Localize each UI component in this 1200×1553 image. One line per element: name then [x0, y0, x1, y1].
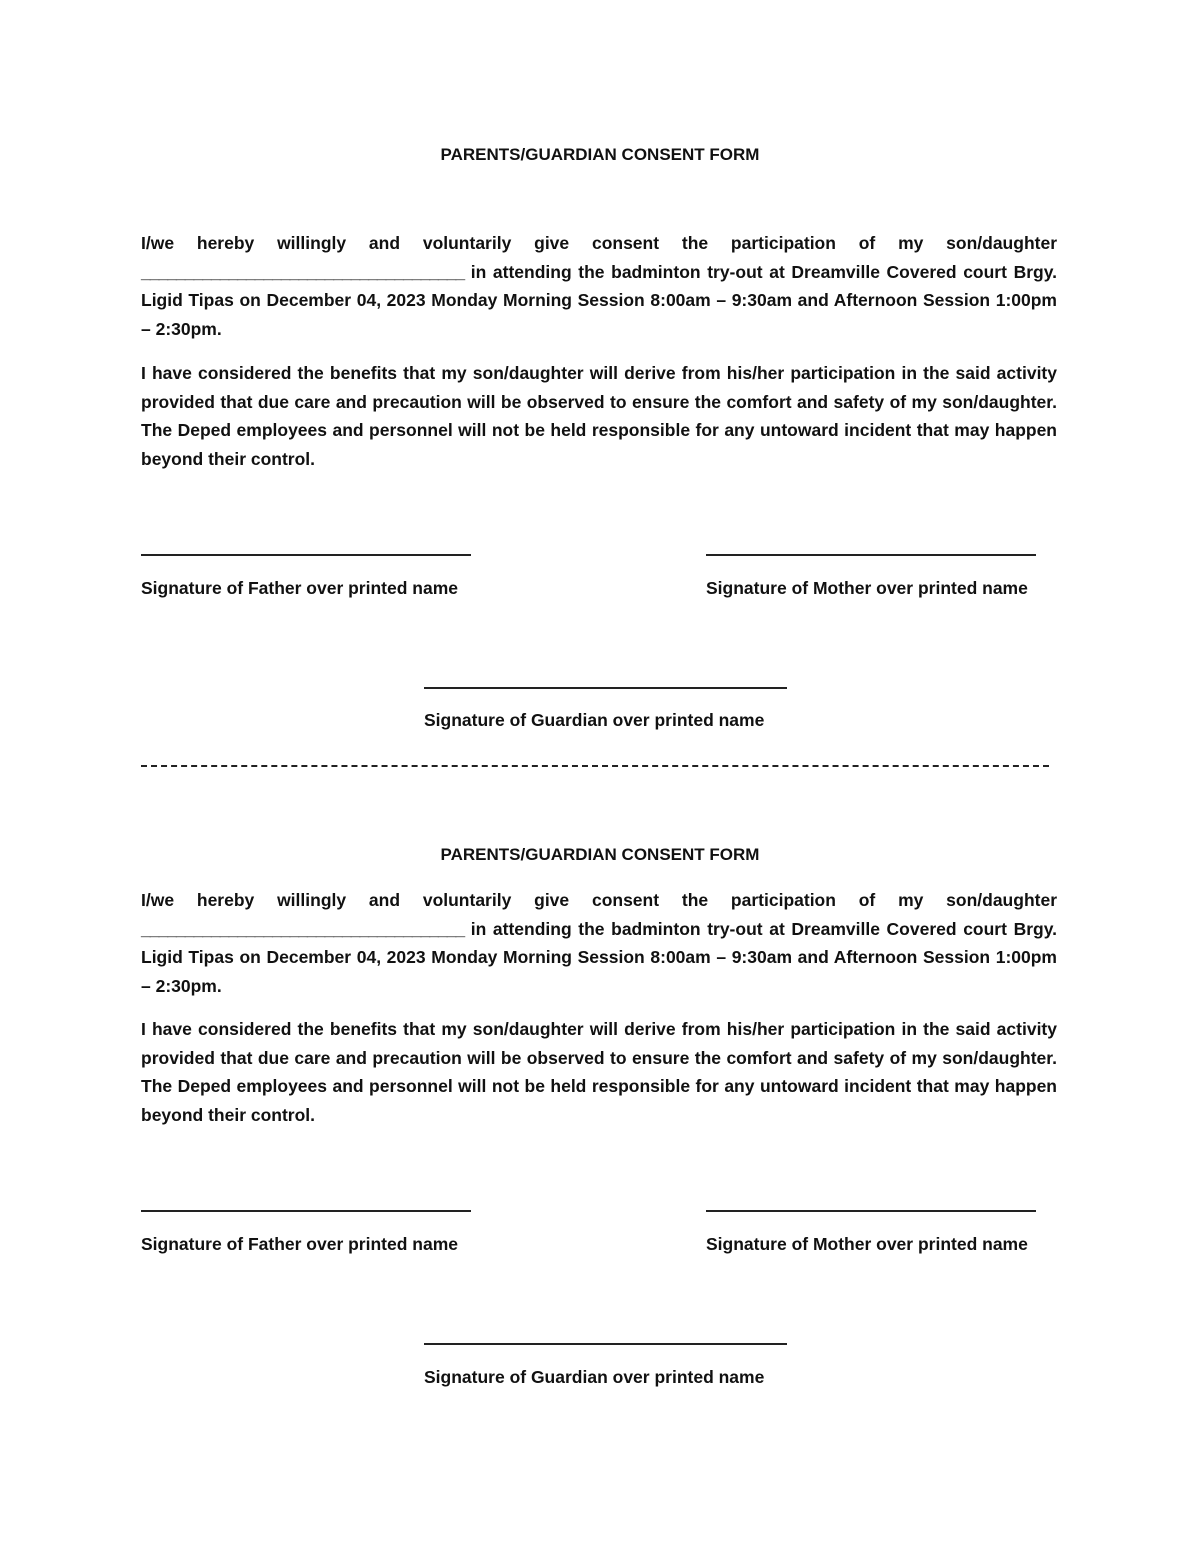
mother-signature-label: Signature of Mother over printed name: [706, 1234, 1028, 1254]
cut-line-divider: [141, 765, 1049, 767]
guardian-signature-label: Signature of Guardian over printed name: [424, 1367, 765, 1387]
mother-signature-line: [706, 554, 1036, 556]
consent-paragraph: [141, 229, 1057, 343]
father-signature-line: [141, 1210, 471, 1212]
guardian-signature-line: [424, 687, 787, 689]
form-title: PARENTS/GUARDIAN CONSENT FORM: [440, 145, 760, 164]
liability-paragraph: I have considered the benefits that my son/daughter will derive from his/her participation in the said activity provided that due care and precaution will be observed to ensure the comfort and safety of my son/daughter. The Deped employees and personnel will not be held responsible for any untoward incident that may happen beyond their control.: [141, 1019, 1057, 1125]
consent-paragraph: [141, 886, 1057, 1000]
mother-signature-label: Signature of Mother over printed name: [706, 578, 1028, 598]
guardian-signature-label: Signature of Guardian over printed name: [424, 710, 765, 730]
consent-intro-text: I/we hereby willingly and voluntarily give consent the participation of my son/daughter: [141, 890, 1057, 910]
father-signature-line: [141, 554, 471, 556]
guardian-signature-line: [424, 1343, 787, 1345]
consent-intro-text: I/we hereby willingly and voluntarily give consent the participation of my son/daughter: [141, 233, 1057, 253]
consent-details-text: in attending the badminton try-out at Dreamville Covered court Brgy. Ligid Tipas on December 04, 2023 Monday Morning Session 8:00am – 9:30am and Afternoon Session 1:00pm – 2:30pm.: [141, 918, 1057, 996]
child-name-blank: _____________________________________: [141, 918, 465, 939]
mother-signature-line: [706, 1210, 1036, 1212]
father-signature-label: Signature of Father over printed name: [141, 1234, 458, 1254]
child-name-blank: _____________________________________: [141, 261, 465, 282]
consent-details-text: in attending the badminton try-out at Dreamville Covered court Brgy. Ligid Tipas on December 04, 2023 Monday Morning Session 8:00am – 9:30am and Afternoon Session 1:00pm – 2:30pm.: [141, 261, 1057, 339]
form-title: PARENTS/GUARDIAN CONSENT FORM: [440, 845, 760, 864]
liability-paragraph: I have considered the benefits that my son/daughter will derive from his/her participation in the said activity provided that due care and precaution will be observed to ensure the comfort and safety of my son/daughter. The Deped employees and personnel will not be held responsible for any untoward incident that may happen beyond their control.: [141, 363, 1057, 469]
father-signature-label: Signature of Father over printed name: [141, 578, 458, 598]
